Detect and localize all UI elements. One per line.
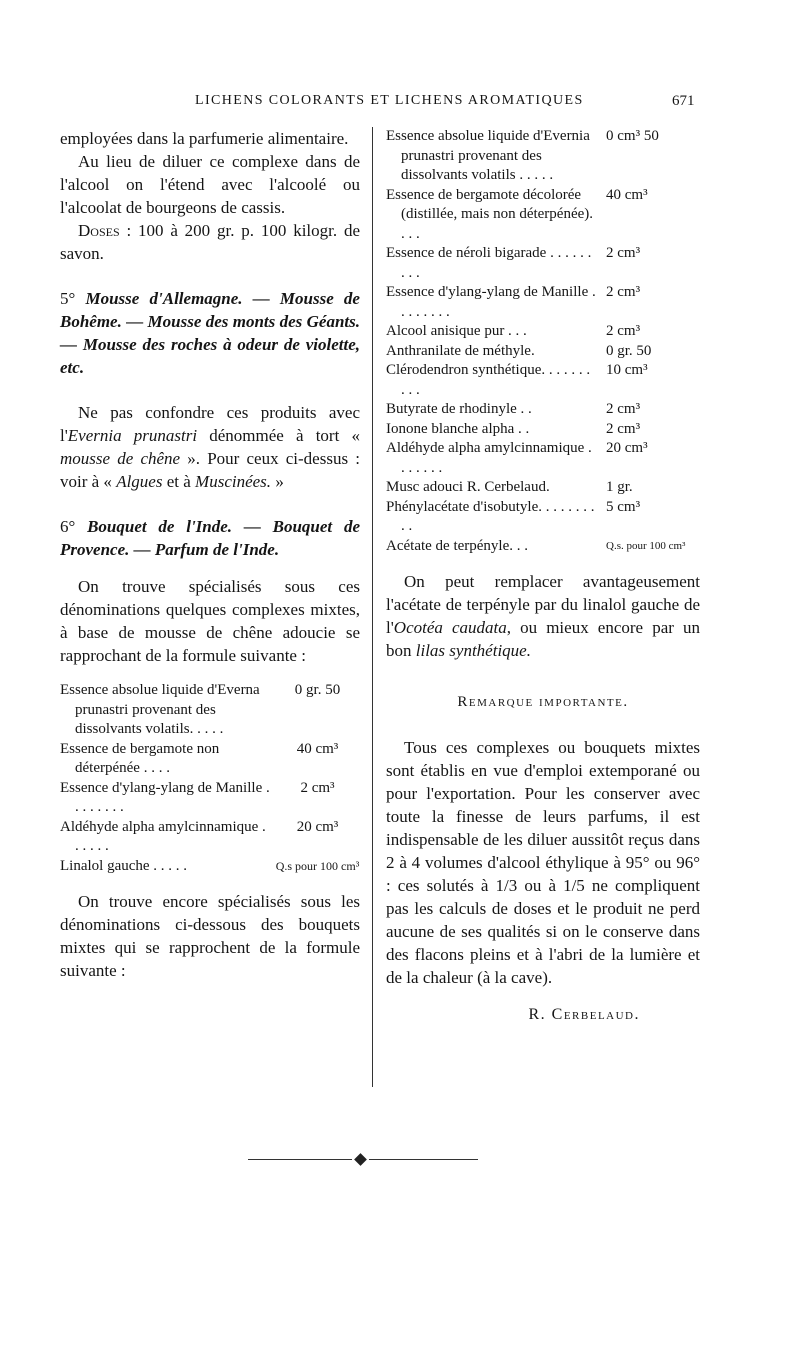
ingredient-quantity: 0 gr. 50: [606, 342, 652, 359]
formula-row: [386, 322, 700, 342]
remarque-title: Remarque importante.: [457, 694, 629, 710]
formula-row: [60, 857, 360, 877]
paragraph-doses: [60, 219, 360, 265]
ingredient-name: Aldéhyde alpha amylcinnamique . . . . . .: [60, 818, 266, 854]
section-heading-5: [60, 287, 360, 379]
substitution-italic-lilas: lilas synthétique.: [415, 641, 531, 660]
note-italic-mousse: mousse de chêne: [60, 449, 181, 468]
ingredient-quantity: 5 cm³: [606, 498, 641, 515]
substitution-text-2: , ou mieux encore par un bon: [386, 618, 701, 660]
paragraph-substitution: [386, 570, 700, 662]
ingredient-quantity: 0 cm³ 50: [606, 128, 659, 144]
formula-row: [60, 779, 360, 818]
formula-row: [386, 400, 700, 420]
ingredient-name: Essence absolue liquide d'Everna prunastri provenant des dissolvants volatils. . . . .: [60, 682, 260, 737]
formula-table-1: [60, 681, 360, 876]
note-text-3: ». Pour ceux ci-dessus : voir à «: [60, 449, 360, 491]
note-text-2: dénommée à tort «: [197, 426, 360, 445]
substitution-italic-ocotea: Ocotéa caudata: [393, 618, 507, 637]
ingredient-quantity: 2 cm³: [606, 323, 641, 339]
formula-row: [386, 478, 700, 498]
formula-row: [386, 127, 700, 186]
ornament-line-left: [248, 1159, 352, 1160]
running-title: LICHENS COLORANTS ET LICHENS AROMATIQUES: [195, 93, 584, 108]
formula-row: [386, 420, 700, 440]
ingredient-quantity: 20 cm³: [606, 440, 648, 456]
column-divider: [372, 127, 373, 1087]
formula-row: [386, 186, 700, 245]
formula-row: [386, 537, 700, 557]
formula-row: [60, 681, 360, 740]
ingredient-name: Acétate de terpényle. . .: [386, 537, 529, 554]
formula-row: [60, 740, 360, 779]
ingredient-name: Ionone blanche alpha . .: [386, 420, 530, 437]
right-column: [386, 127, 700, 1026]
ingredient-name: Aldéhyde alpha amylcinnamique . . . . . . .: [386, 440, 592, 476]
signature-text: R. Cerbelaud.: [528, 1006, 640, 1023]
ingredient-name: Linalol gauche . . . . .: [60, 857, 188, 874]
note-italic-algues: Algues: [116, 472, 163, 491]
note-text-5: »: [271, 472, 284, 491]
formula-row: [386, 342, 700, 362]
ingredient-quantity: Q.s pour 100 cm³: [275, 858, 360, 873]
ingredient-name: Anthranilate de méthyle.: [386, 342, 535, 359]
ingredient-name: Phénylacétate d'isobutyle. . . . . . . . . .: [386, 498, 595, 534]
ingredient-name: Essence d'ylang-ylang de Manille . . . . . . . .: [386, 284, 596, 320]
substitution-text-1: On peut remplacer avantageusement l'acétate de terpényle par du linalol gauche de l': [386, 572, 700, 637]
page-number: 671: [672, 93, 695, 109]
formula-row: [386, 439, 700, 478]
ingredient-quantity: Q.s. pour 100 cm³: [606, 539, 686, 552]
section-title-6: Bouquet de l'Inde. — Bouquet de Provence. — Parfum de l'Inde.: [60, 517, 360, 559]
ingredient-name: Essence d'ylang-ylang de Manille . . . . . . . .: [60, 779, 270, 815]
section-heading-6: [60, 515, 360, 561]
paragraph-intro-formula-2: On trouve encore spécialisés sous les dénominations ci-dessous des bouquets mixtes qui se rapprochent de la formule suivante :: [60, 892, 360, 980]
diamond-ornament-icon: [354, 1153, 367, 1166]
ingredient-quantity: 40 cm³: [296, 740, 339, 757]
section-number-5: 5°: [60, 289, 86, 308]
ingredient-quantity: 2 cm³: [300, 779, 335, 796]
note-text-4: et à: [162, 472, 196, 491]
paragraph-remarque: Tous ces complexes ou bouquets mixtes sont établis en vue d'emploi extemporané ou pour l'exportation. Pour les conserver avec toute la finesse de leurs parfums, il est indispensable de les diluer aussitôt reçus dans 2 à 4 volumes d'alcool éthylique à 95° ou 96° : ces solutés à 1/3 ou à 1/5 ne compliquent pas les calculs de doses et le produit ne perd aucune de ses qualités si on le conserve dans des flacons pleins et à l'abri de la lumière et de la chaleur (à la cave).: [386, 738, 700, 987]
end-ornament: [248, 1153, 478, 1167]
remarque-heading: [386, 690, 700, 714]
note-italic-muscinees: Muscinées.: [195, 472, 272, 491]
ingredient-name: Butyrate de rhodinyle . .: [386, 401, 532, 417]
formula-row: [386, 361, 700, 400]
ingredient-quantity: 10 cm³: [606, 362, 648, 378]
ingredient-name: Alcool anisique pur . . .: [386, 323, 527, 339]
formula-row: [386, 283, 700, 322]
section-number-6: 6°: [60, 517, 88, 536]
ingredient-quantity: 2 cm³: [606, 401, 641, 417]
ingredient-quantity: 40 cm³: [606, 186, 648, 203]
formula-table-2: [386, 127, 700, 556]
paragraph-continuation: employées dans la parfumerie alimentaire.: [60, 129, 349, 148]
formula-row: [386, 244, 700, 283]
ingredient-quantity: 2 cm³: [606, 420, 641, 437]
ingredient-quantity: 2 cm³: [606, 245, 641, 261]
section-title-5: Mousse d'Allemagne. — Mousse de Bohême. — Mousse des monts des Géants. — Mousse des roches à odeur de violette, etc.: [60, 289, 360, 377]
ingredient-name: Essence absolue liquide d'Evernia prunastri provenant des dissolvants volatils . . . . .: [386, 128, 590, 183]
formula-row: [386, 498, 700, 537]
note-italic-evernia: Evernia prunastri: [67, 426, 198, 445]
ingredient-quantity: 1 gr.: [606, 479, 633, 495]
ingredient-name: Essence de bergamote non déterpénée . . . .: [60, 740, 220, 776]
ingredient-name: Essence de bergamote décolorée (distillée, mais non déterpénée). . . .: [386, 186, 594, 242]
paragraph-dilution: Au lieu de diluer ce complexe dans de l'alcool on l'étend avec l'alcoolé ou l'alcoolat de bourgeons de cassis.: [60, 152, 360, 217]
doses-label: Doses: [78, 221, 120, 240]
paragraph-note: [60, 401, 360, 493]
ingredient-name: Musc adouci R. Cerbelaud.: [386, 479, 550, 495]
author-signature: [386, 1003, 700, 1026]
note-text-1: Ne pas confondre ces produits avec l': [60, 403, 360, 445]
ingredient-quantity: 20 cm³: [296, 818, 339, 835]
ingredient-quantity: 2 cm³: [606, 284, 641, 300]
ingredient-name: Clérodendron synthétique. . . . . . . . . .: [386, 362, 591, 398]
left-column: [60, 127, 360, 982]
paragraph-intro-formula-1: On trouve spécialisés sous ces dénominations quelques complexes mixtes, à base de mousse de chêne adoucie se rapprochant de la formule suivante :: [60, 577, 360, 665]
ornament-line-right: [369, 1159, 478, 1160]
ingredient-quantity: 0 gr. 50: [294, 682, 341, 698]
doses-text: : 100 à 200 gr. p. 100 kilogr. de savon.: [60, 221, 360, 263]
formula-row: [60, 818, 360, 857]
ingredient-name: Essence de néroli bigarade . . . . . . . . .: [386, 245, 592, 281]
